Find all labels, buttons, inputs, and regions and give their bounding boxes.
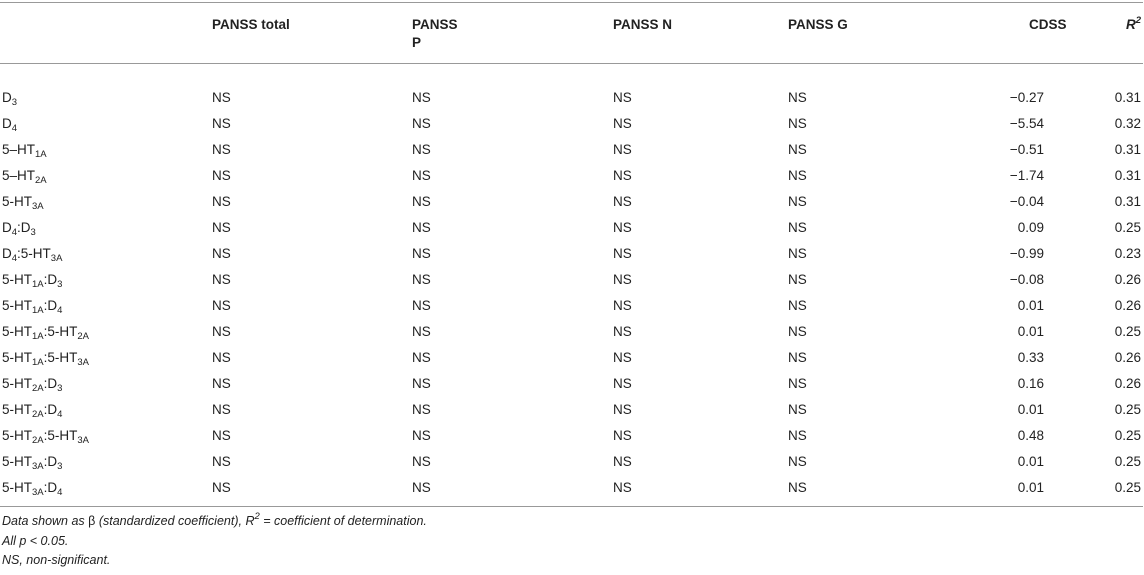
- table-row: [0, 319, 1143, 345]
- cell-r2: 0.25: [1114, 454, 1141, 469]
- footnote-1-r: R: [245, 514, 255, 528]
- cell-panss-p: NS: [412, 90, 431, 105]
- cell-panss-total: NS: [212, 194, 231, 209]
- footnote-1-a: Data shown as: [2, 514, 89, 528]
- footnote-2: All p < 0.05.: [2, 533, 69, 548]
- row-label-mid: :D: [43, 376, 58, 391]
- table-row: [0, 241, 1143, 267]
- cell-panss-p: NS: [412, 272, 431, 287]
- table-row: [0, 475, 1143, 501]
- cell-cdss: −0.04: [1009, 194, 1044, 209]
- row-label-base: 5-HT: [2, 480, 32, 495]
- footnote-1-b: (standardized coefficient),: [95, 514, 246, 528]
- row-label-sub: 3A: [32, 487, 44, 498]
- table-row: [0, 215, 1143, 241]
- cell-panss-total: NS: [212, 168, 231, 183]
- cell-panss-g: NS: [788, 298, 807, 313]
- table-row: [0, 293, 1143, 319]
- cell-panss-p: NS: [412, 246, 431, 261]
- table-row: [0, 163, 1143, 189]
- row-label-mid: :5-HT: [43, 324, 78, 339]
- row-label: [0, 371, 210, 397]
- cell-panss-g: NS: [788, 324, 807, 339]
- row-label: [0, 449, 210, 475]
- row-label: [0, 111, 210, 137]
- header-panss-p-line1: PANSS: [412, 17, 458, 32]
- footnote-1-exp: 2: [254, 511, 260, 522]
- row-label: [0, 189, 210, 215]
- table-row: [0, 189, 1143, 215]
- cell-panss-g: NS: [788, 90, 807, 105]
- cell-panss-n: NS: [613, 194, 632, 209]
- cell-panss-p: NS: [412, 428, 431, 443]
- table-row: [0, 267, 1143, 293]
- row-label-base: D: [2, 246, 12, 261]
- table-footnotes: [2, 512, 1142, 571]
- cell-cdss: 0.01: [1017, 402, 1044, 417]
- row-label-sub: 2A: [32, 409, 44, 420]
- bottom-rule: [0, 506, 1143, 507]
- row-label-base: 5-HT: [2, 428, 32, 443]
- cell-r2: 0.31: [1114, 142, 1141, 157]
- row-label: [0, 397, 210, 423]
- cell-panss-g: NS: [788, 142, 807, 157]
- cell-cdss: 0.09: [1017, 220, 1044, 235]
- cell-panss-total: NS: [212, 376, 231, 391]
- row-label-base: 5-HT: [2, 402, 32, 417]
- row-label-sub: 1A: [35, 149, 47, 160]
- row-label-mid: :D: [17, 220, 31, 235]
- row-label-base: 5–HT: [2, 168, 36, 183]
- cell-panss-total: NS: [212, 480, 231, 495]
- cell-panss-total: NS: [212, 142, 231, 157]
- cell-panss-g: NS: [788, 402, 807, 417]
- cell-panss-n: NS: [613, 402, 632, 417]
- row-label-sub2: 4: [57, 305, 63, 316]
- cell-r2: 0.23: [1114, 246, 1141, 261]
- cell-panss-total: NS: [212, 220, 231, 235]
- cell-panss-g: NS: [788, 272, 807, 287]
- cell-cdss: −5.54: [1009, 116, 1044, 131]
- header-r2: [1085, 0, 1143, 79]
- cell-panss-n: NS: [613, 142, 632, 157]
- row-label-sub2: 3A: [77, 357, 89, 368]
- cell-panss-total: NS: [212, 246, 231, 261]
- row-label: [0, 79, 210, 111]
- row-label-base: 5–HT: [2, 142, 36, 157]
- cell-r2: 0.31: [1114, 194, 1141, 209]
- cell-cdss: 0.01: [1017, 480, 1044, 495]
- cell-panss-g: NS: [788, 194, 807, 209]
- cell-panss-n: NS: [613, 428, 632, 443]
- cell-panss-p: NS: [412, 402, 431, 417]
- cell-panss-total: NS: [212, 272, 231, 287]
- cell-panss-total: NS: [212, 90, 231, 105]
- row-label-sub: 2A: [35, 175, 47, 186]
- header-row-label: [0, 0, 210, 79]
- cell-panss-p: NS: [412, 376, 431, 391]
- row-label-base: 5-HT: [2, 194, 32, 209]
- header-panss-p: [410, 0, 611, 79]
- cell-panss-p: NS: [412, 298, 431, 313]
- cell-cdss: 0.01: [1017, 298, 1044, 313]
- footnote-1: [2, 512, 1142, 532]
- row-label-sub: 3A: [32, 461, 44, 472]
- table-row: [0, 423, 1143, 449]
- cell-panss-g: NS: [788, 350, 807, 365]
- cell-panss-n: NS: [613, 350, 632, 365]
- cell-panss-n: NS: [613, 246, 632, 261]
- cell-cdss: 0.33: [1017, 350, 1044, 365]
- row-label-mid: :D: [43, 402, 58, 417]
- row-label-base: D: [2, 116, 12, 131]
- row-label-sub2: 4: [57, 409, 63, 420]
- cell-panss-g: NS: [788, 246, 807, 261]
- row-label-mid: :5-HT: [17, 246, 51, 261]
- row-label-sub2: 3: [57, 279, 63, 290]
- row-label-sub2: 2A: [77, 331, 89, 342]
- row-label-sub: 1A: [32, 357, 44, 368]
- cell-panss-total: NS: [212, 454, 231, 469]
- cell-r2: 0.31: [1114, 168, 1141, 183]
- header-r2-letter: R: [1125, 17, 1136, 32]
- cell-panss-p: NS: [412, 454, 431, 469]
- row-label-sub: 3: [11, 97, 18, 108]
- cell-panss-g: NS: [788, 116, 807, 131]
- cell-r2: 0.25: [1114, 428, 1141, 443]
- row-label-base: 5-HT: [2, 324, 32, 339]
- cell-panss-n: NS: [613, 454, 632, 469]
- cell-panss-total: NS: [212, 350, 231, 365]
- header-panss-p-line2: P: [412, 35, 422, 50]
- row-label-base: 5-HT: [2, 454, 32, 469]
- cell-panss-p: NS: [412, 142, 431, 157]
- row-label-sub2: 3A: [50, 253, 63, 264]
- row-label-sub2: 3: [57, 383, 63, 394]
- row-label-base: 5-HT: [2, 298, 32, 313]
- cell-cdss: −1.74: [1009, 168, 1044, 183]
- row-label-sub: 3A: [32, 201, 44, 212]
- row-label-mid: :5-HT: [43, 350, 78, 365]
- row-label-sub2: 3: [30, 227, 36, 238]
- table-row: [0, 345, 1143, 371]
- row-label: [0, 293, 210, 319]
- row-label-base: D: [2, 220, 12, 235]
- cell-r2: 0.26: [1114, 376, 1141, 391]
- table-row: [0, 397, 1143, 423]
- footnote-1-beta: β: [88, 514, 96, 528]
- cell-panss-total: NS: [212, 428, 231, 443]
- table-row: [0, 371, 1143, 397]
- cell-cdss: −0.27: [1009, 90, 1044, 105]
- row-label-mid: :D: [43, 272, 58, 287]
- row-label-sub2: 4: [57, 487, 63, 498]
- cell-r2: 0.25: [1114, 402, 1141, 417]
- row-label: [0, 475, 210, 501]
- cell-panss-p: NS: [412, 194, 431, 209]
- row-label-sub: 4: [11, 253, 18, 264]
- cell-panss-total: NS: [212, 324, 231, 339]
- cell-panss-total: NS: [212, 116, 231, 131]
- cell-cdss: −0.08: [1009, 272, 1044, 287]
- row-label-sub: 4: [11, 123, 18, 134]
- cell-panss-p: NS: [412, 168, 431, 183]
- cell-panss-n: NS: [613, 116, 632, 131]
- row-label: [0, 241, 210, 267]
- table-row: [0, 79, 1143, 111]
- header-panss-n: PANSS N: [613, 17, 673, 32]
- footnote-1-c: = coefficient of determination.: [259, 514, 427, 528]
- header-r2-exp: 2: [1135, 15, 1141, 26]
- row-label-mid: :D: [43, 454, 58, 469]
- row-label-sub: 2A: [32, 435, 44, 446]
- cell-panss-n: NS: [613, 480, 632, 495]
- table-row: [0, 137, 1143, 163]
- row-label: [0, 215, 210, 241]
- row-label-base: 5-HT: [2, 350, 32, 365]
- cell-panss-g: NS: [788, 168, 807, 183]
- header-panss-g: PANSS G: [788, 17, 848, 32]
- row-label: [0, 163, 210, 189]
- row-label-mid: :5-HT: [43, 428, 78, 443]
- row-label: [0, 345, 210, 371]
- cell-panss-total: NS: [212, 298, 231, 313]
- cell-r2: 0.31: [1114, 90, 1141, 105]
- cell-panss-n: NS: [613, 168, 632, 183]
- cell-cdss: 0.01: [1017, 454, 1044, 469]
- cell-panss-g: NS: [788, 220, 807, 235]
- row-label-base: 5-HT: [2, 376, 32, 391]
- cell-panss-p: NS: [412, 324, 431, 339]
- cell-r2: 0.26: [1114, 272, 1141, 287]
- cell-panss-g: NS: [788, 428, 807, 443]
- row-label-sub: 4: [11, 227, 18, 238]
- row-label-sub2: 3A: [77, 435, 89, 446]
- cell-r2: 0.25: [1114, 220, 1141, 235]
- cell-panss-g: NS: [788, 454, 807, 469]
- row-label-sub: 1A: [32, 305, 44, 316]
- cell-panss-total: NS: [212, 402, 231, 417]
- table-row: [0, 449, 1143, 475]
- row-label: [0, 267, 210, 293]
- cell-panss-n: NS: [613, 324, 632, 339]
- cell-cdss: −0.99: [1009, 246, 1044, 261]
- cell-cdss: −0.51: [1009, 142, 1044, 157]
- cell-panss-g: NS: [788, 480, 807, 495]
- cell-cdss: 0.48: [1017, 428, 1044, 443]
- header-panss-total: PANSS total: [212, 17, 290, 32]
- cell-panss-g: NS: [788, 376, 807, 391]
- cell-panss-n: NS: [613, 376, 632, 391]
- cell-cdss: 0.16: [1017, 376, 1044, 391]
- row-label-mid: :D: [43, 298, 58, 313]
- cell-r2: 0.32: [1114, 116, 1141, 131]
- cell-panss-n: NS: [613, 272, 632, 287]
- row-label-mid: :D: [43, 480, 58, 495]
- cell-cdss: 0.01: [1017, 324, 1044, 339]
- table-row: [0, 111, 1143, 137]
- row-label-base: 5-HT: [2, 272, 32, 287]
- row-label-sub: 2A: [32, 383, 44, 394]
- cell-panss-n: NS: [613, 90, 632, 105]
- cell-r2: 0.26: [1114, 298, 1141, 313]
- cell-panss-p: NS: [412, 350, 431, 365]
- row-label: [0, 319, 210, 345]
- cell-panss-n: NS: [613, 298, 632, 313]
- row-label-sub2: 3: [57, 461, 63, 472]
- cell-panss-p: NS: [412, 116, 431, 131]
- cell-panss-n: NS: [613, 220, 632, 235]
- row-label-base: D: [2, 90, 12, 105]
- footnote-3: NS, non-significant.: [2, 553, 111, 567]
- cell-r2: 0.25: [1114, 480, 1141, 495]
- table-body: [0, 79, 1143, 501]
- cell-panss-p: NS: [412, 220, 431, 235]
- row-label: [0, 137, 210, 163]
- row-label-sub: 1A: [32, 331, 44, 342]
- cell-panss-p: NS: [412, 480, 431, 495]
- header-cdss: CDSS: [1029, 17, 1067, 32]
- cell-r2: 0.26: [1114, 350, 1141, 365]
- row-label: [0, 423, 210, 449]
- row-label-sub: 1A: [32, 279, 44, 290]
- header-row: [0, 0, 1143, 79]
- cell-r2: 0.25: [1114, 324, 1141, 339]
